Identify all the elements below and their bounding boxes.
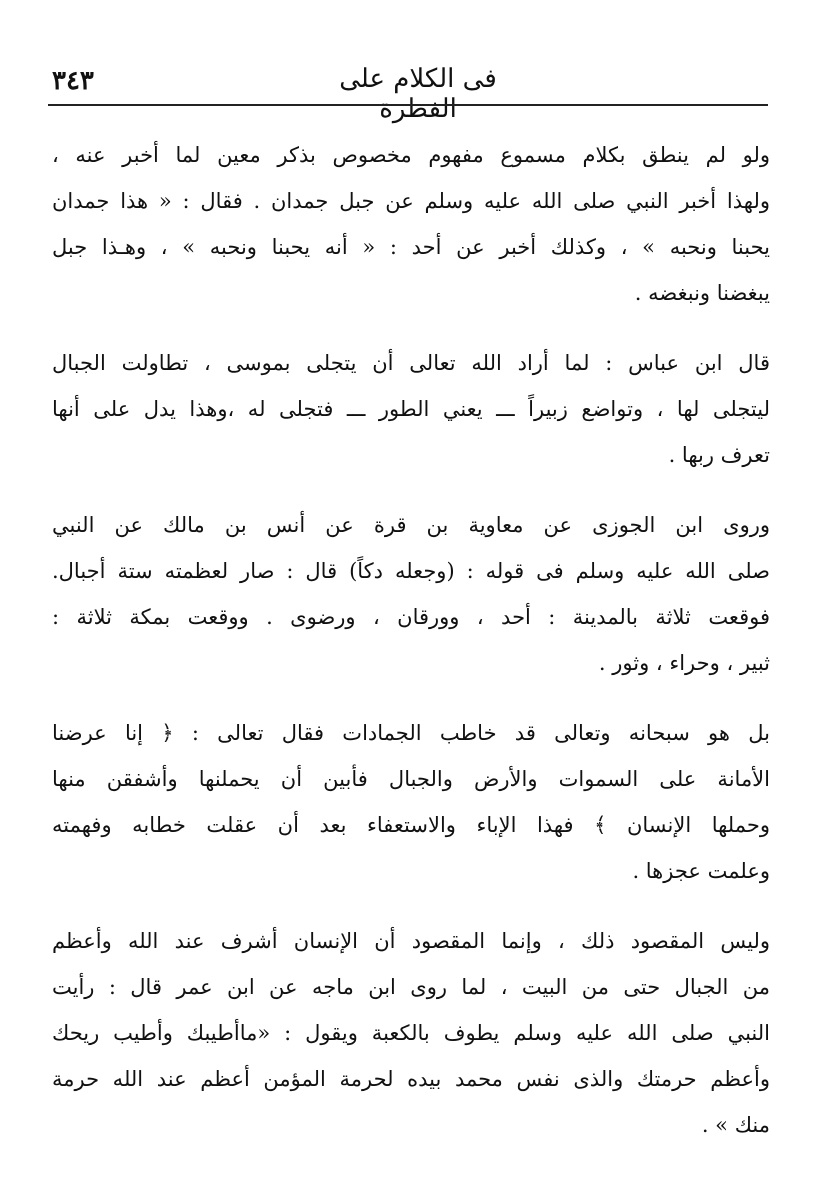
text-line: ليتجلى لها ، وتواضع زبيراً ـــ يعني الطور ـــ فتجلى له ،وهذا يدل على أنها xyxy=(52,397,770,421)
paragraph xyxy=(52,918,770,1148)
running-head xyxy=(48,58,768,124)
text-line: صلى الله عليه وسلم فى قوله : (وجعله دكاً) قال : صار لعظمته ستة أجبال. xyxy=(52,559,770,583)
text-line: يبغضنا ونبغضه . xyxy=(634,281,770,305)
text-line: وعلمت عجزها . xyxy=(632,859,770,883)
paragraph-gap xyxy=(52,316,770,340)
paragraph-gap xyxy=(52,686,770,710)
body-text xyxy=(52,132,770,1148)
paragraph xyxy=(52,710,770,894)
text-line: تعرف ربها . xyxy=(668,443,770,467)
text-line: بل هو سبحانه وتعالى قد خاطب الجمادات فقال تعالى : ﴿ إنا عرضنا xyxy=(52,721,770,745)
text-line: ثبير ، وحراء ، وثور . xyxy=(598,651,770,675)
text-line: ولهذا أخبر النبي صلى الله عليه وسلم عن جبل جمدان . فقال : « هذا جمدان xyxy=(52,189,770,213)
text-line: وروى ابن الجوزى عن معاوية بن قرة عن أنس بن مالك عن النبي xyxy=(52,513,770,537)
text-line: يحبنا ونحبه » ، وكذلك أخبر عن أحد : « أنه يحبنا ونحبه » ، وهـذا جبل xyxy=(52,235,770,259)
header-rule xyxy=(48,104,768,106)
paragraph-gap xyxy=(52,478,770,502)
running-title: فى الكلام على الفطرة xyxy=(339,64,497,124)
text-line: الأمانة على السموات والأرض والجبال فأبين أن يحملنها وأشفقن منها xyxy=(52,767,770,791)
paragraph xyxy=(52,502,770,686)
text-line: فوقعت ثلاثة بالمدينة : أحد ، وورقان ، ورضوى . ووقعت بمكة ثلاثة : xyxy=(52,605,770,629)
text-line: النبي صلى الله عليه وسلم يطوف بالكعبة ويقول : «ماأطيبك وأطيب ريحك xyxy=(52,1021,770,1045)
paragraph xyxy=(52,132,770,316)
text-line: وأعظم حرمتك والذى نفس محمد بيده لحرمة المؤمن أعظم عند الله حرمة xyxy=(52,1067,770,1091)
text-line: وحملها الإنسان ﴾ فهذا الإباء والاستعفاء بعد أن عقلت خطابه وفهمته xyxy=(52,813,770,837)
text-line: ولو لم ينطق بكلام مسموع مفهوم مخصوص بذكر معين لما أخبر عنه ، xyxy=(52,143,770,167)
text-line: وليس المقصود ذلك ، وإنما المقصود أن الإنسان أشرف عند الله وأعظم xyxy=(52,929,770,953)
text-line: من الجبال حتى من البيت ، لما روى ابن ماجه عن ابن عمر قال : رأيت xyxy=(52,975,770,999)
paragraph xyxy=(52,340,770,478)
page-number: ٣٤٣ xyxy=(52,66,94,96)
text-line: منك » . xyxy=(701,1113,770,1137)
paragraph-gap xyxy=(52,894,770,918)
text-line: قال ابن عباس : لما أراد الله تعالى أن يتجلى بموسى ، تطاولت الجبال xyxy=(52,351,770,375)
